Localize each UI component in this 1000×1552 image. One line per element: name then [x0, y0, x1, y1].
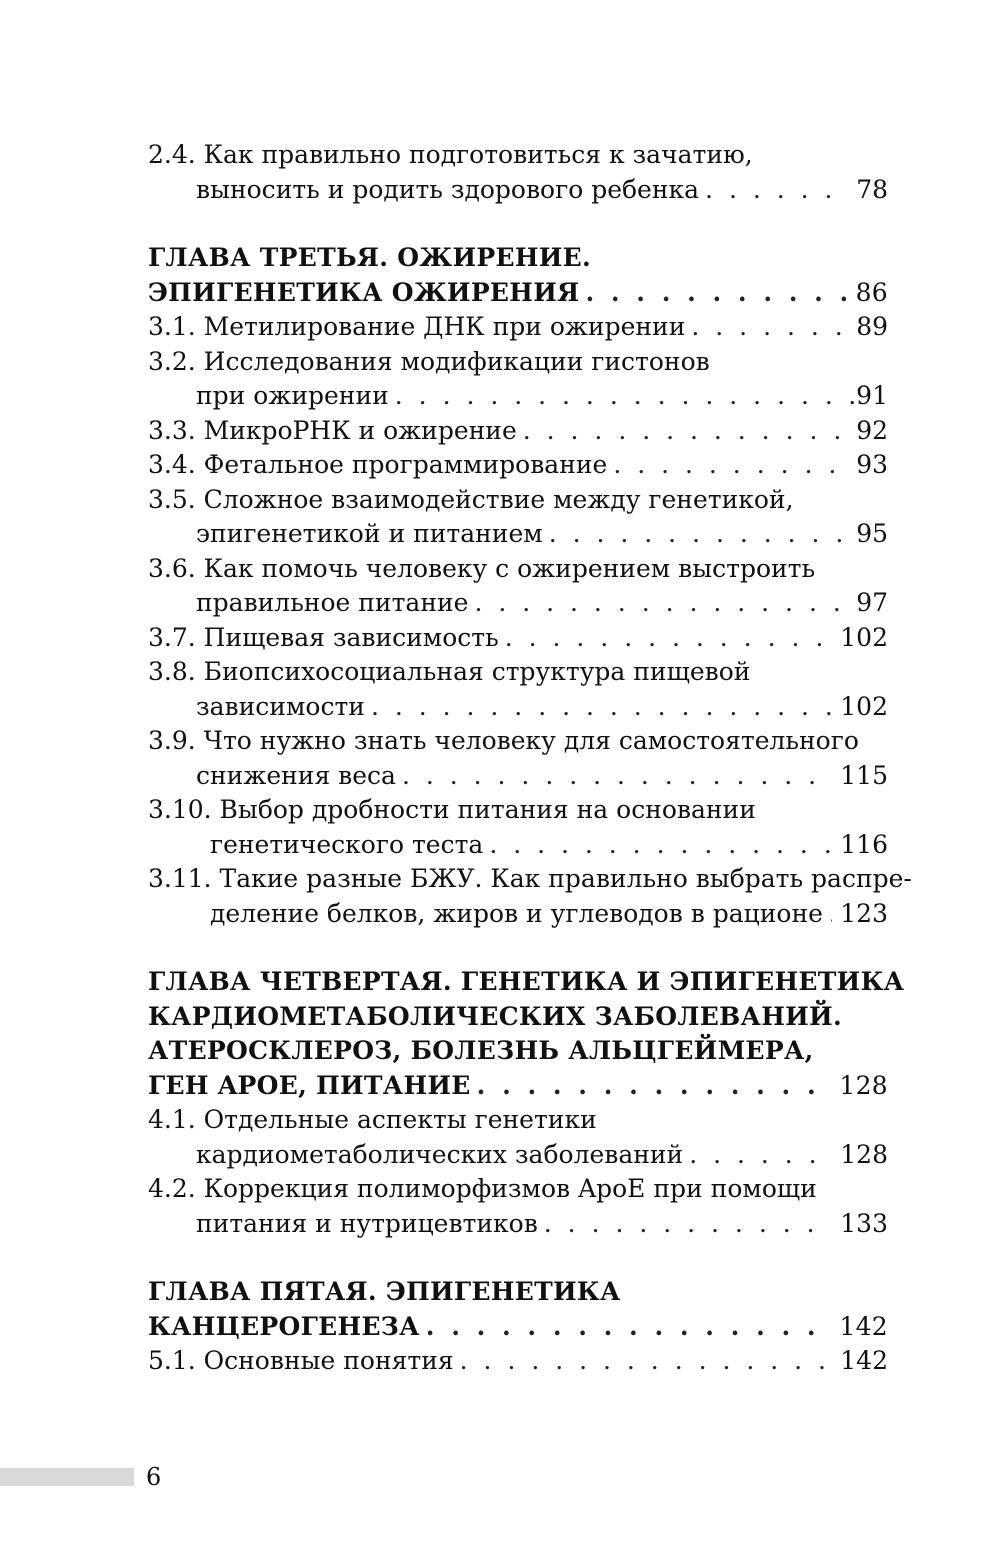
dot-leader	[544, 1207, 833, 1242]
toc-entry-text: при ожирении	[196, 381, 389, 410]
toc-chapter-entry	[148, 965, 905, 1103]
dot-leader	[585, 276, 847, 311]
toc-entry-text: ГЕН APOE, ПИТАНИЕ	[148, 1070, 471, 1100]
toc-section-entry	[148, 621, 888, 656]
toc-entry-text: 3.11. Такие разные БЖУ. Как правильно выбрать распре-	[148, 864, 912, 893]
toc-section-entry	[148, 1344, 888, 1379]
toc-leader-row	[148, 1069, 888, 1104]
dot-leader	[402, 759, 832, 794]
toc-section-entry	[148, 655, 888, 724]
toc-entry-text: ГЛАВА ПЯТАЯ. ЭПИГЕНЕТИКА	[148, 1277, 621, 1306]
toc-page-number: 142	[840, 1346, 888, 1375]
toc-entry-text: 2.4. Как правильно подготовиться к зачатию,	[148, 140, 753, 169]
toc-entry-text: кардиометаболических заболеваний	[196, 1139, 684, 1169]
toc-page-number: 92	[856, 415, 888, 445]
toc-entry-text: эпигенетикой и питанием	[196, 519, 543, 548]
toc-leader-row	[148, 414, 888, 449]
toc-entry-text: КАРДИОМЕТАБОЛИЧЕСКИХ ЗАБОЛЕВАНИЙ.	[148, 1001, 842, 1031]
toc-section-entry	[148, 310, 888, 345]
toc-section-entry	[148, 448, 888, 483]
toc-page-number: 95	[856, 519, 888, 548]
toc-page-number: 78	[856, 174, 888, 204]
toc-section-entry	[148, 138, 888, 207]
toc-entry-text: ГЛАВА ТРЕТЬЯ. ОЖИРЕНИЕ.	[148, 243, 592, 272]
toc-page-number: .91	[848, 381, 888, 410]
toc-page-number: 128	[840, 1139, 888, 1169]
toc-page-number: 115	[840, 760, 888, 790]
dot-leader	[705, 173, 848, 208]
dot-leader	[460, 1344, 833, 1379]
toc-page-number: 97	[856, 588, 888, 617]
toc-entry-text: 3.4. Фетальное программирование	[148, 450, 608, 479]
toc-leader-row	[148, 379, 888, 414]
toc-entry-text: КАНЦЕРОГЕНЕЗА	[148, 1311, 420, 1341]
toc-entry-text: 3.1. Метилирование ДНК при ожирении	[148, 312, 686, 341]
toc-leader-row	[148, 1310, 888, 1345]
toc-leader-row	[148, 586, 888, 621]
toc-chapter-entry	[148, 241, 888, 310]
toc-leader-row	[148, 690, 888, 725]
toc-leader-row	[148, 621, 888, 656]
toc-entry-text: выносить и родить здорового ребенка	[196, 174, 700, 204]
toc-leader-row	[148, 173, 888, 208]
toc-entry-text: 3.3. МикроРНК и ожирение	[148, 415, 517, 445]
dot-leader	[474, 586, 848, 621]
dot-leader	[523, 414, 848, 449]
section-spacer	[148, 207, 888, 241]
toc-entry-text: АТЕРОСКЛЕРОЗ, БОЛЕЗНЬ АЛЬЦГЕЙМЕРА,	[148, 1036, 814, 1065]
toc-section-entry	[148, 1103, 888, 1172]
toc-leader-row	[148, 759, 888, 794]
toc-entry-text: ГЛАВА ЧЕТВЕРТАЯ. ГЕНЕТИКА И ЭПИГЕНЕТИКА	[148, 967, 905, 996]
toc-entry-text: 3.9. Что нужно знать человеку для самостоятельного	[148, 726, 859, 755]
page-number: 6	[146, 1463, 162, 1491]
toc-section-entry	[148, 1172, 888, 1241]
toc-entry-text: питания и нутрицевтиков	[196, 1208, 538, 1238]
toc-entry-text: 4.1. Отдельные аспекты генетики	[148, 1105, 597, 1134]
toc-leader-row	[148, 517, 888, 552]
toc-section-entry	[148, 862, 912, 931]
dot-leader	[689, 1138, 832, 1173]
toc-page-number: 128	[839, 1070, 888, 1100]
toc-leader-row	[148, 1138, 888, 1173]
toc-entry-text: зависимости	[196, 691, 365, 721]
toc-entry-text: правильное питание	[196, 588, 469, 617]
toc-section-entry	[148, 414, 888, 449]
dot-leader	[691, 310, 848, 345]
toc-entry-text: снижения веса	[196, 760, 396, 790]
section-spacer	[148, 931, 888, 965]
toc-leader-row	[148, 1344, 888, 1379]
toc-entry-text: 3.5. Сложное взаимодействие между генетикой,	[148, 484, 794, 514]
dot-leader	[477, 1069, 832, 1104]
footer-bar	[0, 1468, 134, 1486]
dot-leader	[505, 621, 833, 656]
toc-page-number: 123	[840, 898, 888, 928]
toc-section-entry	[148, 345, 888, 414]
toc-leader-row	[148, 310, 888, 345]
toc-leader-row	[148, 276, 888, 311]
toc-page-number: 116	[840, 829, 888, 859]
table-of-contents	[148, 138, 912, 1379]
toc-page-number: 102	[840, 622, 888, 652]
dot-leader	[371, 690, 832, 725]
toc-page-number: 86	[855, 277, 888, 307]
toc-chapter-entry	[148, 1275, 888, 1344]
toc-section-entry	[148, 552, 888, 621]
dot-leader	[489, 828, 832, 863]
toc-entry-text: 3.10. Выбор дробности питания на основании	[148, 795, 756, 824]
toc-leader-row	[148, 448, 888, 483]
toc-leader-row	[148, 828, 888, 863]
dot-leader	[829, 897, 832, 932]
toc-entry-text: 3.7. Пищевая зависимость	[148, 622, 499, 652]
toc-leader-row	[148, 897, 888, 932]
toc-page-number: 133	[840, 1208, 888, 1238]
dot-leader	[549, 517, 848, 552]
toc-entry-text: ЭПИГЕНЕТИКА ОЖИРЕНИЯ	[148, 277, 580, 307]
toc-page-number: 93	[856, 450, 888, 479]
toc-entry-text: генетического теста	[210, 829, 484, 859]
toc-section-entry	[148, 724, 888, 793]
toc-entry-text: деление белков, жиров и углеводов в рационе	[210, 898, 823, 928]
toc-section-entry	[148, 483, 888, 552]
toc-entry-text: 3.8. Биопсихосоциальная структура пищевой	[148, 657, 751, 686]
dot-leader	[426, 1310, 832, 1345]
toc-entry-text: 3.2. Исследования модификации гистонов	[148, 346, 710, 376]
toc-entry-text: 3.6. Как помочь человеку с ожирением выстроить	[148, 553, 816, 583]
toc-leader-row	[148, 1207, 888, 1242]
toc-page-number: 142	[839, 1311, 888, 1341]
section-spacer	[148, 1241, 888, 1275]
dot-leader	[395, 379, 840, 414]
dot-leader	[613, 448, 848, 483]
toc-entry-text: 5.1. Основные понятия	[148, 1346, 454, 1375]
toc-page-number: 102	[840, 691, 888, 721]
toc-page-number: 89	[856, 312, 888, 341]
toc-entry-text: 4.2. Коррекция полиморфизмов ApoE при помощи	[148, 1174, 817, 1203]
toc-section-entry	[148, 793, 888, 862]
